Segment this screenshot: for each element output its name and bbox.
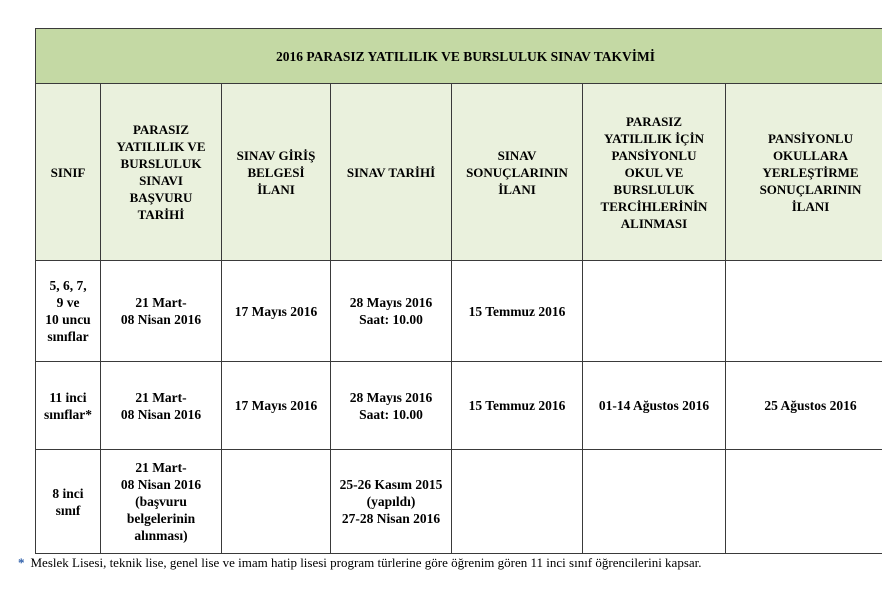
- header-cell: PARASIZ YATILILIK VE BURSLULUK SINAVI BAŞVURU TARİHİ: [101, 84, 222, 261]
- header-cell: SINAV TARİHİ: [331, 84, 452, 261]
- exam-calendar-table: [35, 28, 882, 554]
- header-cell: PANSİYONLU OKULLARA YERLEŞTİRME SONUÇLARININ İLANI: [726, 84, 882, 261]
- table-cell: 21 Mart- 08 Nisan 2016: [101, 362, 222, 450]
- table-cell: 28 Mayıs 2016 Saat: 10.00: [331, 362, 452, 450]
- footnote-text: Meslek Lisesi, teknik lise, genel lise ve imam hatip lisesi program türlerine göre öğrenim gören 11 inci sınıf öğrencilerini kapsar.: [30, 555, 702, 570]
- table-cell: 21 Mart- 08 Nisan 2016 (başvuru belgelerinin alınması): [101, 450, 222, 554]
- table-cell: 15 Temmuz 2016: [452, 261, 583, 362]
- header-row: [36, 84, 882, 261]
- table-cell: 25 Ağustos 2016: [726, 362, 882, 450]
- header-cell: SINAV SONUÇLARININ İLANI: [452, 84, 583, 261]
- table-cell: 11 inci sınıflar*: [36, 362, 101, 450]
- table-cell: 15 Temmuz 2016: [452, 362, 583, 450]
- table-cell: [726, 450, 882, 554]
- table-row: [36, 362, 882, 450]
- table-cell: [726, 261, 882, 362]
- table-cell: 28 Mayıs 2016 Saat: 10.00: [331, 261, 452, 362]
- table-cell: [583, 450, 726, 554]
- table-cell: 17 Mayıs 2016: [222, 362, 331, 450]
- table-cell: 17 Mayıs 2016: [222, 261, 331, 362]
- table-cell: [452, 450, 583, 554]
- table-cell: 21 Mart- 08 Nisan 2016: [101, 261, 222, 362]
- table-cell: 8 inci sınıf: [36, 450, 101, 554]
- table-row: [36, 261, 882, 362]
- table-cell: [222, 450, 331, 554]
- table-cell: 01-14 Ağustos 2016: [583, 362, 726, 450]
- footnote-marker: *: [18, 555, 25, 570]
- table-cell: [583, 261, 726, 362]
- header-cell: SINIF: [36, 84, 101, 261]
- header-cell: SINAV GİRİŞ BELGESİ İLANI: [222, 84, 331, 261]
- table-title: 2016 PARASIZ YATILILIK VE BURSLULUK SINAV TAKVİMİ: [36, 29, 882, 84]
- table-cell: 5, 6, 7, 9 ve 10 uncu sınıflar: [36, 261, 101, 362]
- footnote: [18, 555, 702, 571]
- table-row: [36, 450, 882, 554]
- header-cell: PARASIZ YATILILIK İÇİN PANSİYONLU OKUL VE BURSLULUK TERCİHLERİNİN ALINMASI: [583, 84, 726, 261]
- table-cell: 25-26 Kasım 2015 (yapıldı) 27-28 Nisan 2016: [331, 450, 452, 554]
